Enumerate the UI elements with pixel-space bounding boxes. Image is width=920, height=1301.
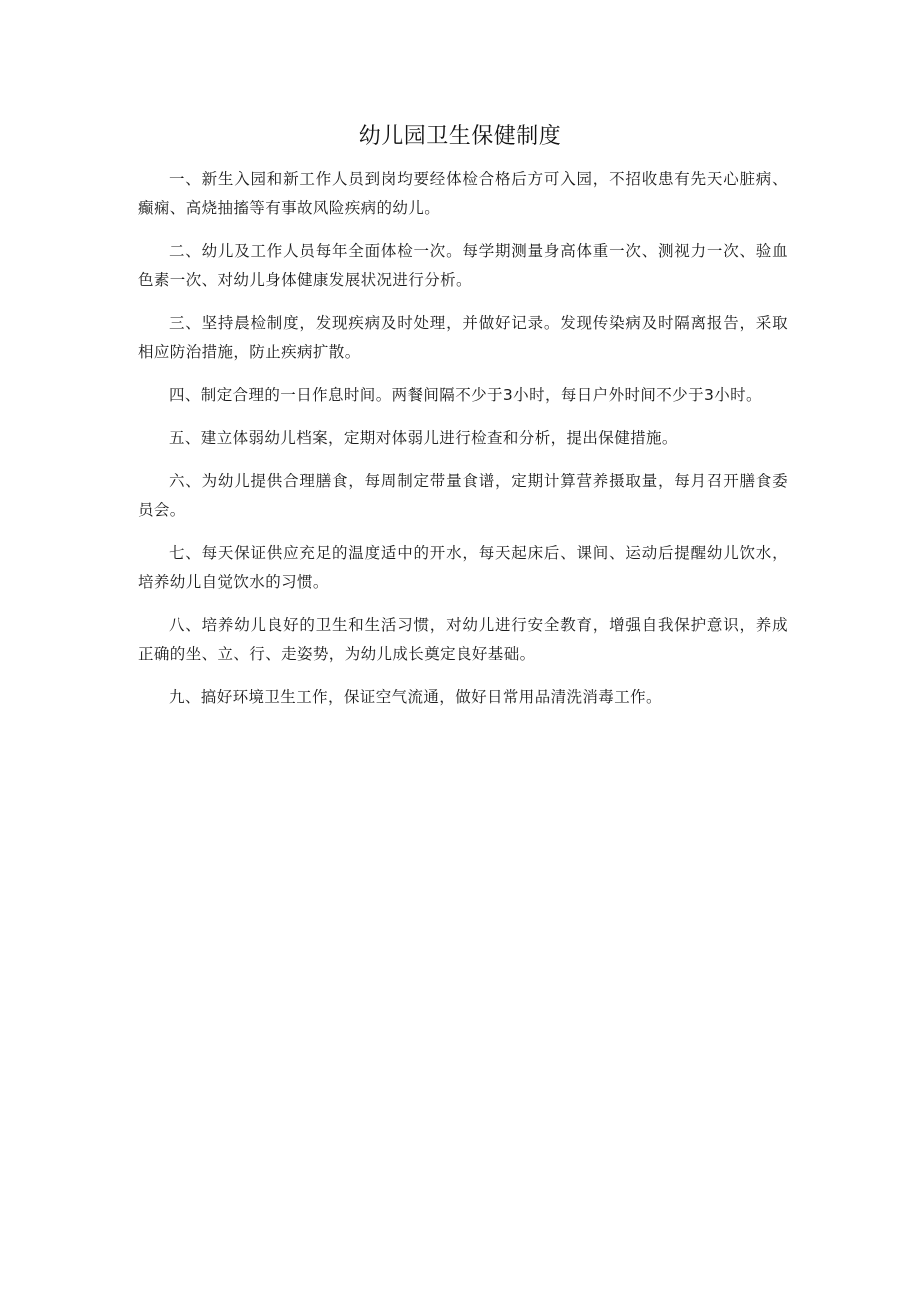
clause-5: 五、建立体弱幼儿档案，定期对体弱儿进行检查和分析，提出保健措施。 bbox=[169, 429, 678, 447]
document-body bbox=[138, 165, 788, 726]
clause-9: 九、搞好环境卫生工作，保证空气流通，做好日常用品清洗消毒工作。 bbox=[169, 688, 662, 706]
clause-7: 七、每天保证供应充足的温度适中的开水，每天起床后、课间、运动后提醒幼儿饮水，培养幼儿自觉饮水的习惯。 bbox=[138, 544, 788, 591]
clause-2: 二、幼儿及工作人员每年全面体检一次。每学期测量身高体重一次、测视力一次、验血色素一次、对幼儿身体健康发展状况进行分析。 bbox=[138, 242, 788, 289]
clause-8: 八、培养幼儿良好的卫生和生活习惯，对幼儿进行安全教育，增强自我保护意识，养成正确的坐、立、行、走姿势，为幼儿成长奠定良好基础。 bbox=[138, 616, 788, 663]
document-title: 幼儿园卫生保健制度 bbox=[358, 124, 562, 149]
clause-4: 四、制定合理的一日作息时间。两餐间隔不少于3小时，每日户外时间不少于3小时。 bbox=[169, 386, 762, 404]
clause-1: 一、新生入园和新工作人员到岗均要经体检合格后方可入园，不招收患有先天心脏病、癫痫、高烧抽搐等有事故风险疾病的幼儿。 bbox=[138, 170, 788, 217]
clause-3: 三、坚持晨检制度，发现疾病及时处理，并做好记录。发现传染病及时隔离报告，采取相应防治措施，防止疾病扩散。 bbox=[138, 314, 788, 361]
clause-6: 六、为幼儿提供合理膳食，每周制定带量食谱，定期计算营养摄取量，每月召开膳食委员会。 bbox=[138, 472, 788, 519]
